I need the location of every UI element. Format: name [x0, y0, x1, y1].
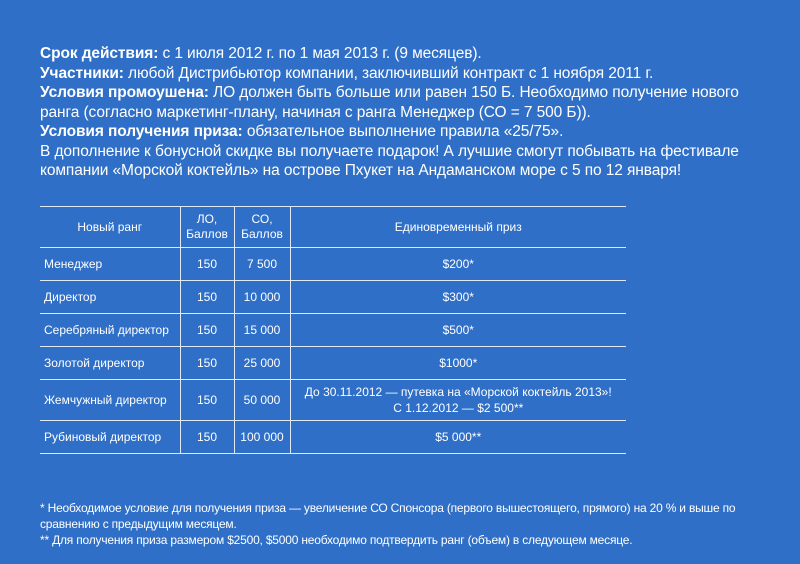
header-prize: Единовременный приз	[290, 207, 626, 248]
prize-cell: $300*	[290, 281, 626, 314]
prize-line1: До 30.11.2012 — путевка на «Морской коктейль 2013»!	[304, 385, 612, 399]
validity-line	[40, 44, 780, 64]
validity-label: Срок действия:	[40, 45, 159, 62]
promo-intro	[40, 44, 780, 181]
table-row	[40, 347, 626, 380]
prize-cell: $5 000**	[290, 421, 626, 454]
lo-cell: 150	[180, 281, 234, 314]
table-row	[40, 380, 626, 421]
participants-line	[40, 64, 780, 84]
prize-cell: $200*	[290, 248, 626, 281]
prize-line2: С 1.12.2012 — $2 500**	[393, 401, 524, 415]
header-co	[234, 207, 290, 248]
table-row	[40, 248, 626, 281]
prize-conditions-label: Условия получения приза:	[40, 123, 243, 140]
header-lo-line1: ЛО,	[196, 212, 218, 226]
participants-label: Участники:	[40, 64, 124, 82]
rank-cell: Рубиновый директор	[40, 421, 180, 454]
header-co-line1: СО,	[251, 212, 273, 226]
rank-cell: Серебряный директор	[40, 314, 180, 347]
lo-cell: 150	[180, 248, 234, 281]
rank-cell: Менеджер	[40, 248, 180, 281]
prize-conditions-line	[40, 122, 780, 142]
footnote-1: * Необходимое условие для получения приза — увеличение СО Спонсора (первого вышестоящего, прямого) на 20 % и выше по сравнению с предыдущим месяцем.	[40, 501, 736, 531]
rank-cell: Жемчужный директор	[40, 380, 180, 421]
co-cell: 25 000	[234, 347, 290, 380]
lo-cell: 150	[180, 314, 234, 347]
header-co-line2: Баллов	[241, 227, 283, 241]
validity-text: с 1 июля 2012 г. по 1 мая 2013 г. (9 месяцев).	[158, 45, 482, 62]
promotion-text: ЛО должен быть больше или равен 150 Б. Необходимо получение нового ранга (согласно маркетинг-плану, начиная с ранга Менеджер (СО = 7 500 Б)).	[40, 84, 739, 121]
promotion-line	[40, 83, 780, 122]
table-row	[40, 281, 626, 314]
participants-text: любой Дистрибьютор компании, заключивший контракт с 1 ноября 2011 г.	[123, 64, 654, 82]
prize-cell: $500*	[290, 314, 626, 347]
header-lo	[180, 207, 234, 248]
lo-cell: 150	[180, 421, 234, 454]
extra-text: В дополнение к бонусной скидке вы получаете подарок! А лучшие смогут побывать на фестивале компании «Морской коктейль» на острове Пхукет на Андаманском море с 5 по 12 января!	[40, 142, 739, 179]
rank-cell: Директор	[40, 281, 180, 314]
table-header-row	[40, 207, 626, 248]
co-cell: 50 000	[234, 380, 290, 421]
prize-cell	[290, 380, 626, 421]
footnotes	[40, 500, 780, 548]
table-row	[40, 314, 626, 347]
lo-cell: 150	[180, 380, 234, 421]
prize-cell: $1000*	[290, 347, 626, 380]
co-cell: 100 000	[234, 421, 290, 454]
table-row	[40, 421, 626, 454]
co-cell: 10 000	[234, 281, 290, 314]
promotion-label: Условия промоушена:	[40, 84, 209, 101]
footnote-2: ** Для получения приза размером $2500, $5000 необходимо подтвердить ранг (объем) в следующем месяце.	[40, 533, 633, 547]
co-cell: 15 000	[234, 314, 290, 347]
rank-cell: Золотой директор	[40, 347, 180, 380]
ranks-table	[40, 206, 626, 454]
header-lo-line2: Баллов	[186, 227, 228, 241]
header-rank: Новый ранг	[40, 207, 180, 248]
prize-conditions-text: обязательное выполнение правила «25/75».	[242, 123, 564, 140]
lo-cell: 150	[180, 347, 234, 380]
co-cell: 7 500	[234, 248, 290, 281]
